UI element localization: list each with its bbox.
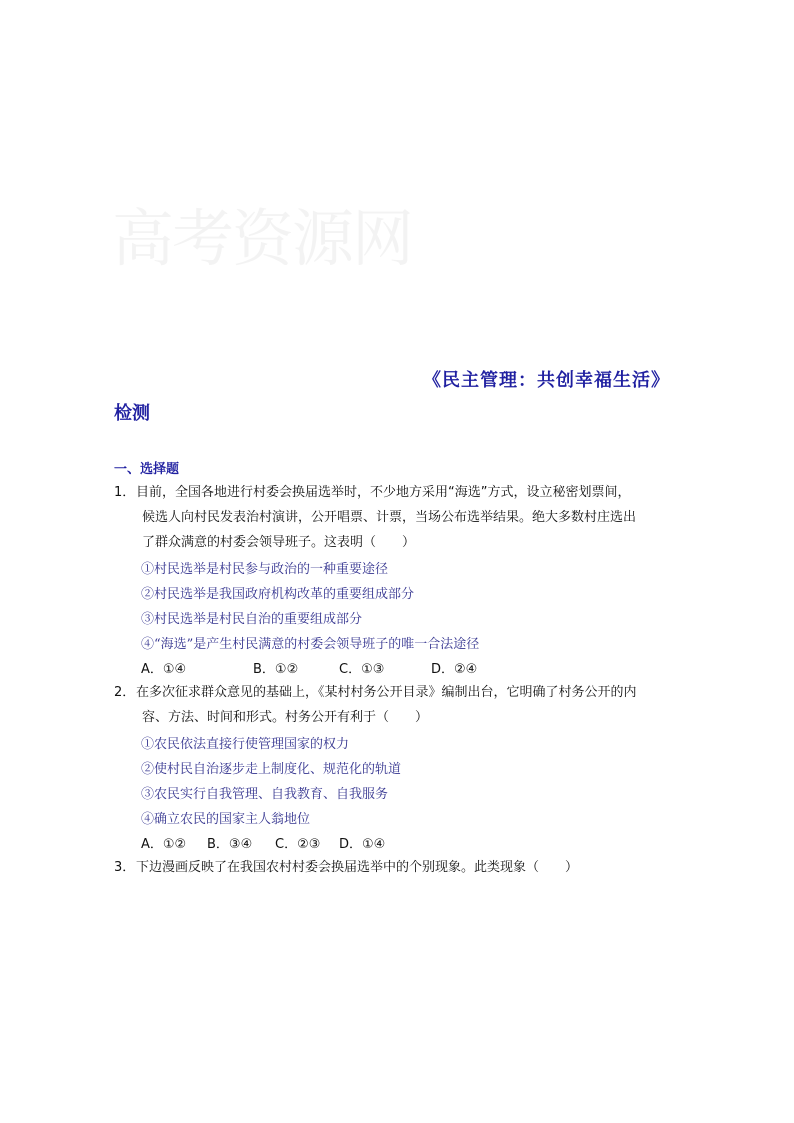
section-heading: 一、选择题 [114, 462, 180, 477]
question-3 [114, 855, 694, 880]
statement: ①村民选举是村民参与政治的一种重要途径 [141, 562, 389, 577]
question-text: 了群众满意的村委会领导班子。这表明（ ） [142, 535, 416, 550]
document-title: 《民主管理：共创幸福生活》 [423, 370, 670, 391]
statement: ③村民选举是村民自治的重要组成部分 [141, 612, 363, 627]
statement: ②村民选举是我国政府机构改革的重要组成部分 [141, 587, 415, 602]
question-2 [114, 680, 694, 730]
option-c[interactable]: C．②③ [275, 837, 321, 852]
option-d[interactable]: D．②④ [431, 662, 478, 677]
question-number: 1． [114, 485, 136, 500]
question-text: 在多次征求群众意见的基础上，《某村村务公开目录》编制出台，它明确了村务公开的内 [136, 685, 637, 700]
statement: ④“海选”是产生村民满意的村委会领导班子的唯一合法途径 [141, 637, 480, 652]
question-text: 容、方法、时间和形式。村务公开有利于（ ） [142, 710, 429, 725]
option-b[interactable]: B．③④ [207, 837, 253, 852]
question-text: 下边漫画反映了在我国农村村委会换届选举中的个别现象。此类现象（ ） [136, 860, 579, 875]
question-text: 目前，全国各地进行村委会换届选举时，不少地方采用“海选”方式，设立秘密划票间， [136, 485, 631, 500]
answer-options [141, 658, 477, 677]
question-number: 3． [114, 860, 136, 875]
watermark-text: 高考资源网 [112, 202, 412, 275]
question-1 [114, 480, 694, 555]
option-d[interactable]: D．①④ [339, 837, 386, 852]
option-c[interactable]: C．①③ [339, 662, 385, 677]
question-text: 候选人向村民发表治村演讲，公开唱票、计票，当场公布选举结果。绝大多数村庄选出 [142, 510, 637, 525]
document-subtitle: 检测 [114, 403, 150, 424]
watermark [112, 120, 412, 290]
option-a[interactable]: A．①② [141, 837, 187, 852]
answer-options [141, 833, 385, 852]
option-a[interactable]: A．①④ [141, 662, 187, 677]
statement: ①农民依法直接行使管理国家的权力 [141, 737, 350, 752]
statement: ③农民实行自我管理、自我教育、自我服务 [141, 787, 389, 802]
question-number: 2． [114, 685, 136, 700]
option-b[interactable]: B．①② [253, 662, 299, 677]
statement: ②使村民自治逐步走上制度化、规范化的轨道 [141, 762, 402, 777]
statement: ④确立农民的国家主人翁地位 [141, 812, 311, 827]
